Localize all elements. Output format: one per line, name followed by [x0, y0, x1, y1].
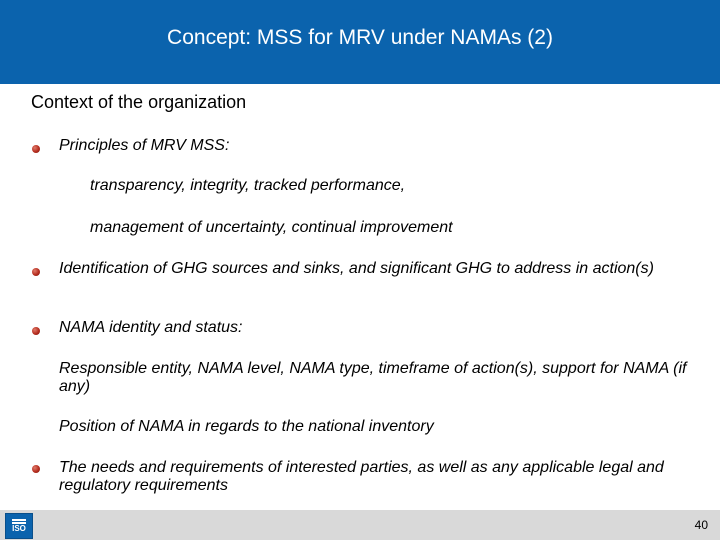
- page-number: 40: [694, 518, 708, 532]
- bullet-principles: Principles of MRV MSS:: [59, 137, 230, 154]
- bullet-icon: [32, 268, 40, 276]
- slide-footer: [0, 510, 720, 540]
- context-heading: Context of the organization: [31, 92, 247, 112]
- slide-title: Concept: MSS for MRV under NAMAs (2): [167, 26, 553, 49]
- nama-detail-2: Position of NAMA in regards to the national inventory: [59, 418, 434, 435]
- nama-detail-1: Responsible entity, NAMA level, NAMA type, timeframe of action(s), support for NAMA (if any): [59, 360, 687, 395]
- bullet-ghg: Identification of GHG sources and sinks, and significant GHG to address in action(s): [59, 260, 654, 277]
- slide-header: [0, 0, 720, 84]
- bullet-interested-parties: The needs and requirements of interested parties, as well as any applicable legal and regulatory requirements: [59, 459, 664, 494]
- bullet-icon: [32, 145, 40, 153]
- slide-content: [0, 84, 720, 510]
- principles-line-1: transparency, integrity, tracked performance,: [90, 177, 406, 194]
- bullet-nama-identity: NAMA identity and status:: [59, 319, 243, 336]
- iso-logo: [5, 513, 33, 539]
- bullet-icon: [32, 327, 40, 335]
- bullet-icon: [32, 465, 40, 473]
- iso-logo-text: ISO: [12, 524, 26, 533]
- principles-line-2: management of uncertainty, continual improvement: [90, 219, 453, 236]
